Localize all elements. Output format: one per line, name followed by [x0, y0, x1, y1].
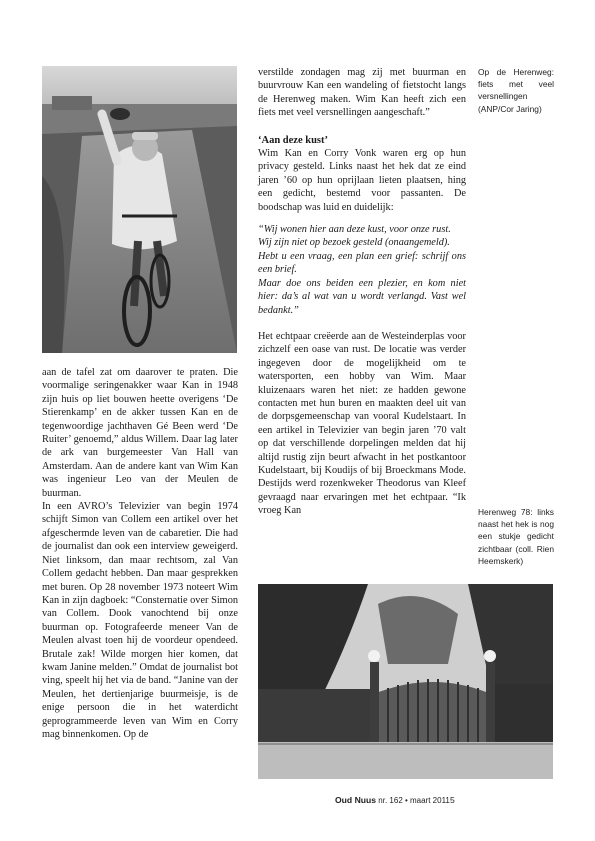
paragraph: aan de tafel zat om daarover te praten. Die voormalige seringenakker waar Kan in 1948 zijn huis op liet bouwen heette overigens ‘De Stierenkamp’ en de akker tussen Kan en de tegenwoordige jachthaven Gé Been werd ‘De Ruiter’ genoemd,” aldus Willem. Daar lag later de ark van burgemeester Van Hall van Amsterdam. Aan de andere kant van Wim Kan was ingenieur Leo van der Meulen de buurman. — [42, 367, 238, 499]
poem-quote — [258, 223, 466, 317]
poem-line: Hebt u een vraag, een plan een grief: schrijf ons een brief. — [258, 250, 466, 276]
issue-info: nr. 162 • maart 2011 — [378, 796, 450, 805]
paragraph: Het echtpaar creëerde aan de Westeinderplas voor zichzelf een oase van rust. De locatie was verder ingegeven door de mogelijkheid om te watersporten, een hobby van Wim. Maar kluizenaars waren het niet: ze hadden gewone contacten met hun buren en maakten deel uit van de dorpsgemeenschap van vooral Kudelstaart. In een artikel in Televizier van begin jaren ’70 valt op dat verschillende dorpelingen melden dat hij altijd rustig zijn beurt afwacht in het postkantoor Kudelstaart, bij Koudijs of bij Broeckmans Mode. Destijds werd rozenkweker Theodorus van Kleef gevraagd naar ervaringen met het echtpaar. “Ik vroeg Kan — [258, 330, 466, 517]
magazine-name: Oud Nuus — [335, 795, 377, 805]
photo-cyclist-image — [42, 66, 237, 353]
caption-top-photo: Op de Herenweg: fiets met veel versnellingen (ANP/Cor Jaring) — [478, 67, 554, 114]
photo-gate — [258, 584, 553, 779]
caption-bottom-photo: Herenweg 78: links naast het hek is nog een stukje gedicht zichtbaar (coll. Rien Heemskerk) — [478, 507, 554, 566]
poem-line: “Wij wonen hier aan deze kust, voor onze rust. — [258, 224, 451, 236]
paragraph: verstilde zondagen mag zij met buurman en buurvrouw Kan een wandeling of fietstocht langs de Herenweg maken. Wim Kan heeft zich een fiets met veel versnellingen aangeschaft.” — [258, 67, 466, 119]
poem-line: Wij zijn niet op bezoek gesteld (onaangemeld). — [258, 237, 450, 249]
page-number: 5 — [450, 795, 455, 805]
section-heading: ‘Aan deze kust’ — [258, 134, 328, 146]
photo-gate-image — [258, 584, 553, 779]
poem-line: Maar doe ons beiden een plezier, en kom niet hier: da’s al wat van u wordt verlangd. Vast wel bedankt.” — [258, 277, 466, 316]
column-right — [258, 66, 466, 518]
photo-cyclist — [42, 66, 237, 353]
page-footer — [335, 795, 475, 805]
column-left — [42, 366, 238, 741]
paragraph: Wim Kan en Corry Vonk waren erg op hun privacy gesteld. Links naast het hek dat ze eind jaren ’60 op hun oprijlaan lieten plaatsen, hing een gedicht, bestemd voor passanten. De boodschap was luid en duidelijk: — [258, 148, 466, 213]
paragraph: In een AVRO’s Televizier van begin 1974 schijft Simon van Collem een artikel over het afgeschermde leven van de cabaretier. Die had de journalist dan ook een interview geweigerd. Niet linksom, dan maar rechtsom, zal Van Collem gedacht hebben. Dan maar gesprekken met buren. Op 28 november 1973 noteert Wim Kan in zijn dagboek: “Consternatie over Simon van Collem. Dook vanochtend bij onze buurman op. Fotografeerde meneer Van de Meulen alvast toen hij de voordeur opendeed. Brutale zak! Wilde morgen hier komen, dat kwam Janine melden.” Omdat de journalist bot ving, speelt hij het via de band. “Janine van der Meulen, het dertienjarige buurmeisje, is de enige persoon die in het waterdicht geprogrammeerde leven van Wim en Corry mag binnenkomen. Op de — [42, 501, 238, 740]
